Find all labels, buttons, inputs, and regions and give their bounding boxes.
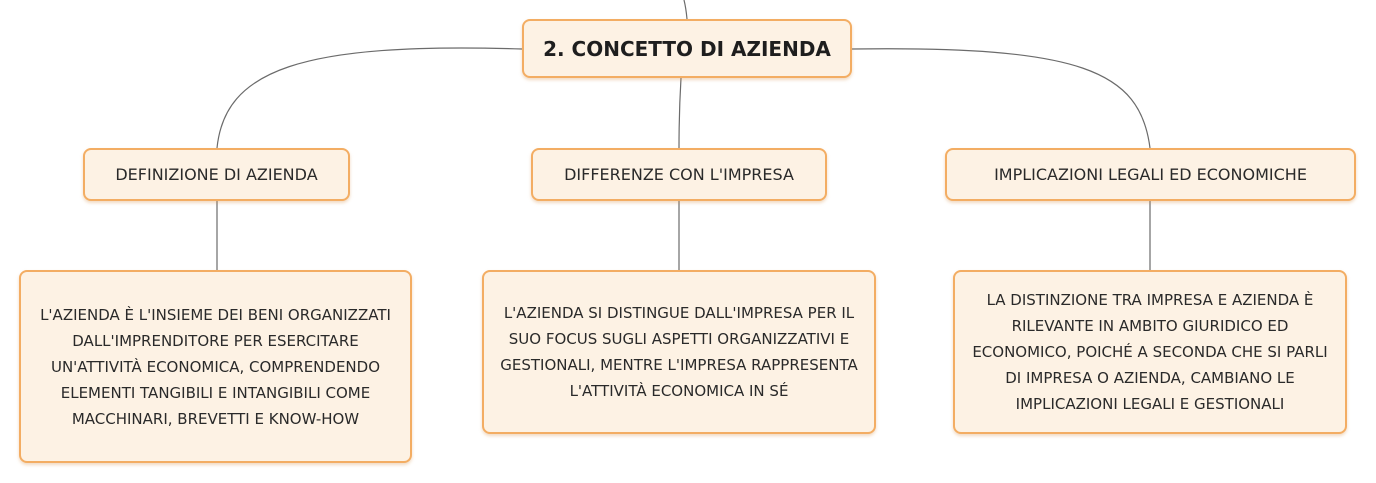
detail-node-text: L'AZIENDA SI DISTINGUE DALL'IMPRESA PER IL SUO FOCUS SUGLI ASPETTI ORGANIZZATIVI E GESTIONALI, MENTRE L'IMPRESA RAPPRESENTA L'ATTIVITÀ ECONOMICA IN SÉ	[500, 304, 858, 400]
root-node-label: 2. CONCETTO DI AZIENDA	[543, 36, 831, 61]
branch-node-label: IMPLICAZIONI LEGALI ED ECONOMICHE	[994, 165, 1307, 184]
branch-node-label: DIFFERENZE CON L'IMPRESA	[564, 165, 794, 184]
connector-root-to-implicazioni	[852, 49, 1150, 148]
detail-node-definizione[interactable]	[19, 270, 412, 463]
branch-node-differenze[interactable]	[531, 148, 827, 201]
detail-node-differenze[interactable]	[482, 270, 876, 434]
branch-node-definizione[interactable]	[83, 148, 350, 201]
branch-node-label: DEFINIZIONE DI AZIENDA	[115, 165, 318, 184]
branch-node-implicazioni[interactable]	[945, 148, 1356, 201]
detail-node-text: LA DISTINZIONE TRA IMPRESA E AZIENDA È RILEVANTE IN AMBITO GIURIDICO ED ECONOMICO, POICHÉ A SECONDA CHE SI PARLI DI IMPRESA O AZIENDA, CAMBIANO LE IMPLICAZIONI LEGALI E GESTIONALI	[972, 291, 1328, 413]
detail-node-implicazioni[interactable]	[953, 270, 1347, 434]
connector-root-to-differenze	[679, 78, 681, 148]
connector-parent-to-root	[684, 0, 687, 19]
detail-node-text: L'AZIENDA È L'INSIEME DEI BENI ORGANIZZATI DALL'IMPRENDITORE PER ESERCITARE UN'ATTIVITÀ ECONOMICA, COMPRENDENDO ELEMENTI TANGIBILI E INTANGIBILI COME MACCHINARI, BREVETTI E KNOW-HOW	[40, 305, 391, 428]
root-node[interactable]	[522, 19, 852, 78]
connector-root-to-definizione	[217, 48, 522, 148]
